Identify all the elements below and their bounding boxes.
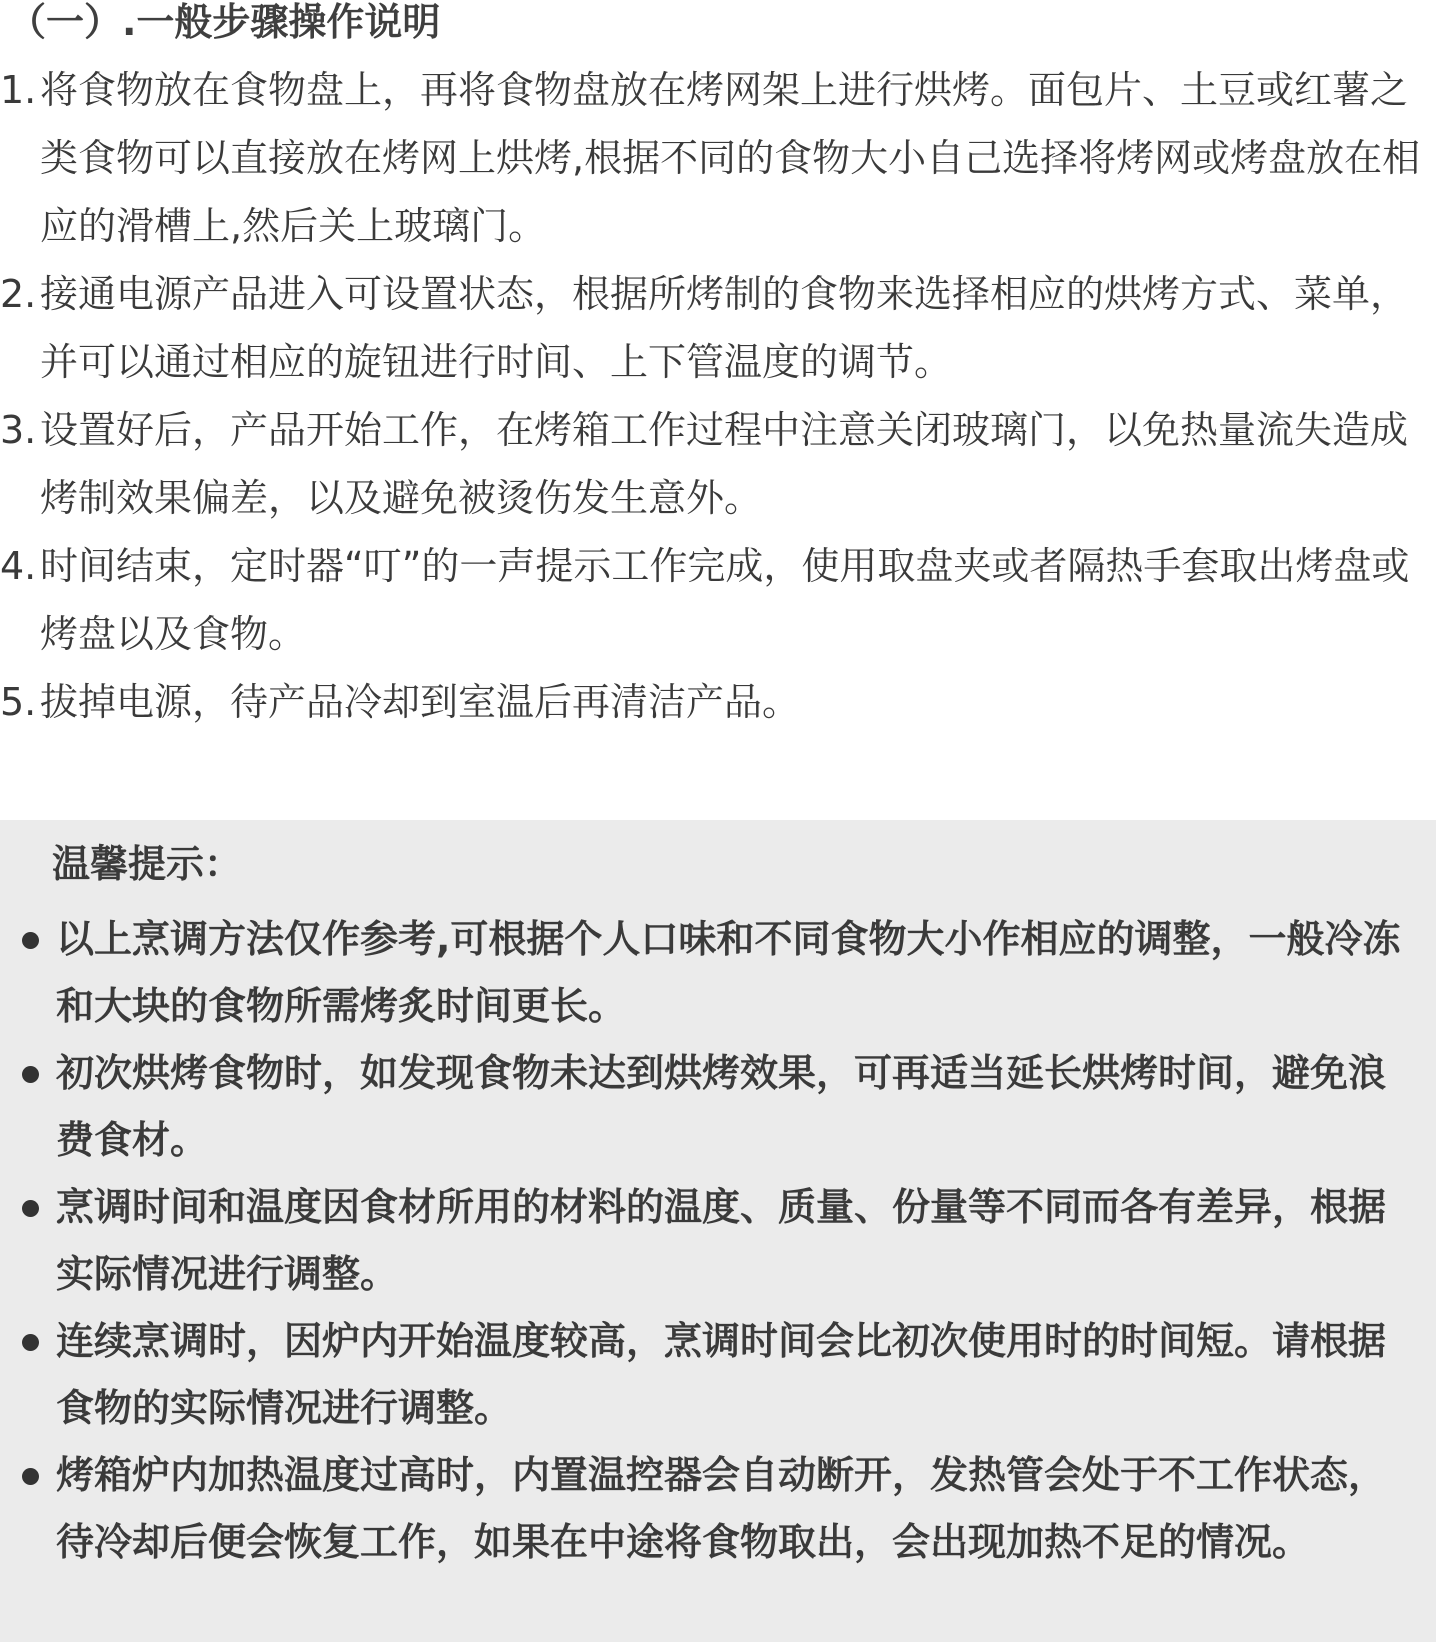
tip-text: 以上烹调方法仅作参考,可根据个人口味和不同食物大小作相应的调整，一般冷冻和大块的食物所需烤炙时间更长。 <box>56 917 1401 1028</box>
tip-item <box>0 1174 1436 1308</box>
step-text: 设置好后，产品开始工作，在烤箱工作过程中注意关闭玻璃门，以免热量流失造成烤制效果偏差，以及避免被烫伤发生意外。 <box>40 408 1409 520</box>
step-text: 接通电源产品进入可设置状态，根据所烤制的食物来选择相应的烘烤方式、菜单，并可以通过相应的旋钮进行时间、上下管温度的调节。 <box>40 272 1409 384</box>
steps-list <box>0 56 1436 736</box>
step-number: 1. <box>0 68 37 112</box>
bullet-icon <box>22 1200 39 1217</box>
tips-panel <box>0 820 1436 1642</box>
tip-text: 初次烘烤食物时，如发现食物未达到烘烤效果，可再适当延长烘烤时间，避免浪费食材。 <box>56 1051 1387 1162</box>
step-item <box>0 668 1436 736</box>
tip-item <box>0 1040 1436 1174</box>
tip-text: 连续烹调时，因炉内开始温度较高，烹调时间会比初次使用时的时间短。请根据食物的实际情况进行调整。 <box>56 1319 1387 1430</box>
step-number: 2. <box>0 272 37 316</box>
step-item <box>0 532 1436 668</box>
bullet-icon <box>22 1066 39 1083</box>
tip-text: 烹调时间和温度因食材所用的材料的温度、质量、份量等不同而各有差异，根据实际情况进行调整。 <box>56 1185 1387 1296</box>
tip-text: 烤箱炉内加热温度过高时，内置温控器会自动断开，发热管会处于不工作状态，待冷却后便会恢复工作，如果在中途将食物取出，会出现加热不足的情况。 <box>56 1453 1387 1564</box>
step-item <box>0 396 1436 532</box>
bullet-icon <box>22 1468 39 1485</box>
step-item <box>0 56 1436 260</box>
step-text: 将食物放在食物盘上，再将食物盘放在烤网架上进行烘烤。面包片、土豆或红薯之类食物可以直接放在烤网上烘烤,根据不同的食物大小自己选择将烤网或烤盘放在相应的滑槽上,然后关上玻璃门。 <box>40 68 1421 248</box>
bullet-icon <box>22 932 39 949</box>
section-title: （一）.一般步骤操作说明 <box>8 0 441 44</box>
step-number: 5. <box>0 680 37 724</box>
tip-item <box>0 906 1436 1040</box>
step-text: 时间结束，定时器“叮”的一声提示工作完成，使用取盘夹或者隔热手套取出烤盘或烤盘以及食物。 <box>40 544 1410 656</box>
tip-item <box>0 1442 1436 1576</box>
tip-item <box>0 1308 1436 1442</box>
step-item <box>0 260 1436 396</box>
tips-list <box>0 906 1436 1576</box>
step-number: 4. <box>0 544 37 588</box>
bullet-icon <box>22 1334 39 1351</box>
step-text: 拔掉电源，待产品冷却到室温后再清洁产品。 <box>40 680 801 724</box>
step-number: 3. <box>0 408 37 452</box>
tips-title: 温馨提示： <box>52 842 243 886</box>
